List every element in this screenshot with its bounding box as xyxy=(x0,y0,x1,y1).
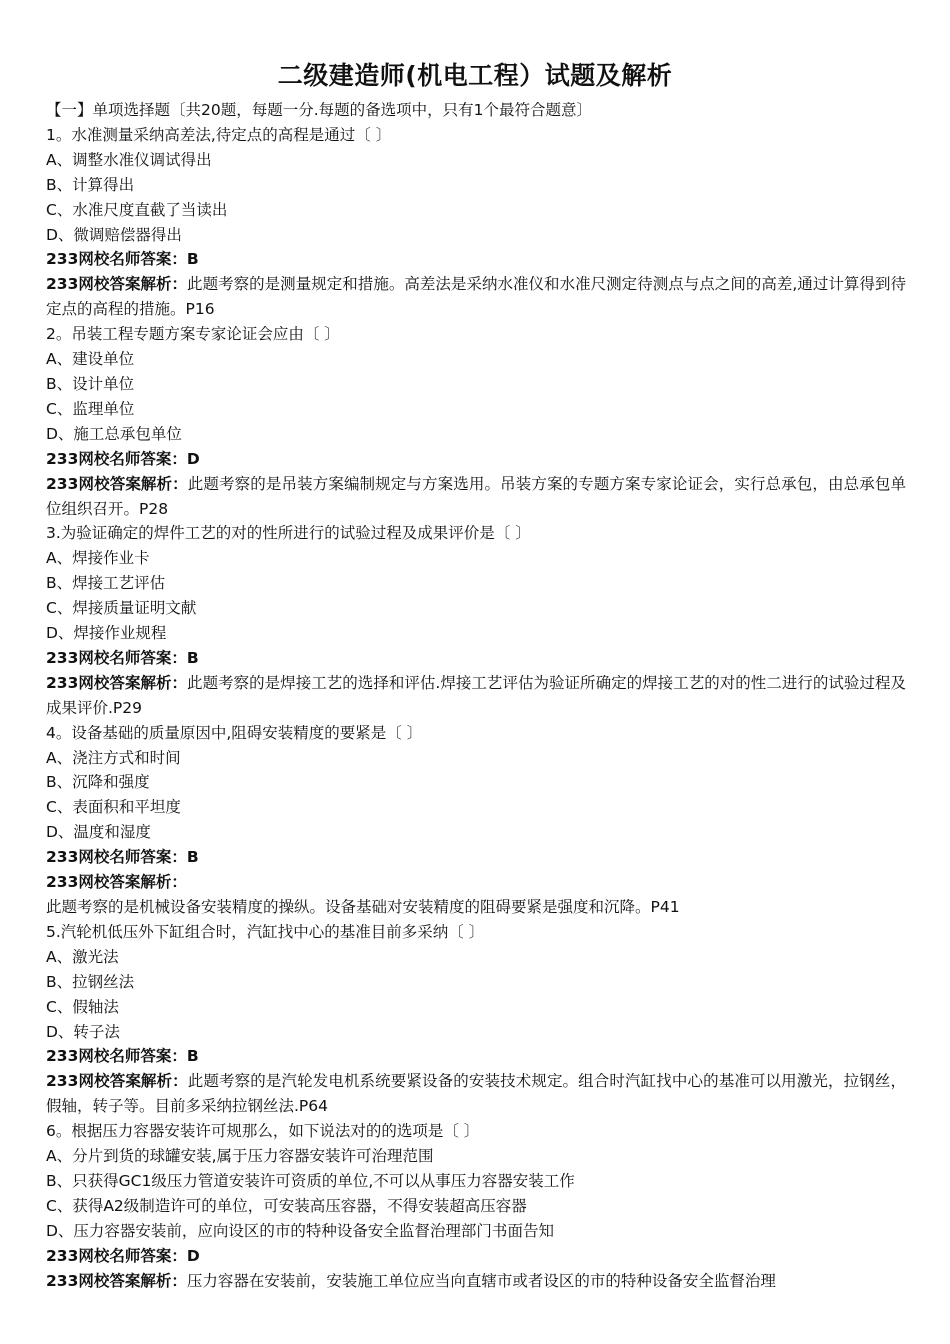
answer-value: D xyxy=(186,1246,200,1265)
analysis-paragraph xyxy=(46,1269,906,1294)
option-a: A、浇注方式和时间 xyxy=(46,748,181,767)
analysis-text: 此题考察的是机械设备安装精度的操纵。设备基础对安装精度的阻碍要紧是强度和沉降。P41 xyxy=(46,898,680,916)
option-b: B、焊接工艺评估 xyxy=(46,574,166,593)
answer-label: 233网校名师答案： xyxy=(46,250,187,269)
question-stem: 3.为验证确定的焊件工艺的对的性所进行的试验过程及成果评价是〔 〕 xyxy=(46,524,531,543)
answer-label: 233网校名师答案： xyxy=(46,848,187,867)
analysis-paragraph xyxy=(46,472,906,522)
option-b: B、只获得GC1级压力管道安装许可资质的单位,不可以从事压力容器安装工作 xyxy=(46,1171,575,1190)
document-body xyxy=(46,98,906,1294)
analysis-text: 压力容器在安装前，安装施工单位应当向直辖市或者设区的市的特种设备安全监督治理 xyxy=(186,1271,776,1290)
question-block xyxy=(46,1119,906,1293)
option-c: C、监理单位 xyxy=(46,399,135,418)
option-d: D、焊接作业规程 xyxy=(46,624,167,643)
option-b: B、设计单位 xyxy=(46,374,135,393)
option-a: A、调整水准仪调试得出 xyxy=(46,150,212,169)
option-a: A、焊接作业卡 xyxy=(46,549,150,568)
analysis-text: 此题考察的是焊接工艺的选择和评估.焊接工艺评估为验证所确定的焊接工艺的对的性二进行的试验过程及成果评价.P29 xyxy=(46,673,907,717)
option-a: A、建设单位 xyxy=(46,350,135,369)
analysis-label: 233网校答案解析： xyxy=(46,873,187,892)
analysis-label-line xyxy=(46,870,906,895)
analysis-text: 此题考察的是吊装方案编制规定与方案选用。吊装方案的专题方案专家论证会，实行总承包，由总承包单位组织召开。P28 xyxy=(46,474,906,518)
option-c: C、假轴法 xyxy=(46,997,119,1016)
analysis-label: 233网校答案解析： xyxy=(46,673,188,692)
option-c: C、焊接质量证明文献 xyxy=(46,599,197,618)
option-d: D、微调赔偿器得出 xyxy=(46,225,182,244)
section-heading: 【一】单项选择题〔共20题，每题一分.每题的备选项中，只有1个最符合题意〕 xyxy=(46,101,593,119)
answer-value: B xyxy=(186,1047,199,1066)
question-stem: 6。根据压力容器安装许可规那么，如下说法对的的选项是〔 〕 xyxy=(46,1122,480,1141)
option-b: B、拉钢丝法 xyxy=(46,972,135,991)
analysis-paragraph xyxy=(46,671,906,721)
answer-label: 233网校名师答案： xyxy=(46,449,187,468)
answer-label: 233网校名师答案： xyxy=(46,648,187,667)
option-d: D、施工总承包单位 xyxy=(46,424,182,443)
answer-label: 233网校名师答案： xyxy=(46,1246,187,1265)
option-a: A、激光法 xyxy=(46,947,119,966)
answer-line xyxy=(46,447,906,472)
analysis-label: 233网校答案解析： xyxy=(46,1072,188,1091)
question-block xyxy=(46,123,906,322)
option-d: D、温度和湿度 xyxy=(46,823,151,842)
analysis-paragraph xyxy=(46,1069,906,1119)
question-stem: 5.汽轮机低压外下缸组合时，汽缸找中心的基准目前多采纳〔 〕 xyxy=(46,922,485,941)
answer-value: B xyxy=(186,250,199,269)
answer-value: D xyxy=(186,449,200,468)
answer-line xyxy=(46,1044,906,1069)
answer-line xyxy=(46,845,906,870)
answer-line xyxy=(46,646,906,671)
answer-label: 233网校名师答案： xyxy=(46,1047,187,1066)
analysis-paragraph xyxy=(46,272,906,322)
answer-value: B xyxy=(186,648,199,667)
analysis-label: 233网校答案解析： xyxy=(46,1271,187,1290)
answer-value: B xyxy=(186,848,199,867)
option-c: C、获得A2级制造许可的单位，可安装高压容器，不得安装超高压容器 xyxy=(46,1196,527,1215)
option-d: D、转子法 xyxy=(46,1022,120,1041)
question-block xyxy=(46,322,906,521)
question-block xyxy=(46,920,906,1119)
answer-line xyxy=(46,247,906,272)
question-stem: 4。设备基础的质量原因中,阻碍安装精度的要紧是〔 〕 xyxy=(46,723,423,742)
question-stem: 2。吊装工程专题方案专家论证会应由〔 〕 xyxy=(46,325,340,344)
option-c: C、表面积和平坦度 xyxy=(46,798,181,817)
question-block xyxy=(46,721,906,920)
answer-line xyxy=(46,1244,906,1269)
option-c: C、水准尺度直截了当读出 xyxy=(46,200,228,219)
analysis-label: 233网校答案解析： xyxy=(46,474,188,493)
analysis-text: 此题考察的是测量规定和措施。高差法是采纳水准仪和水准尺测定待测点与点之间的高差,通过计算得到待定点的高程的措施。P16 xyxy=(46,275,907,319)
option-a: A、分片到货的球罐安装,属于压力容器安装许可治理范围 xyxy=(46,1147,434,1166)
analysis-text: 此题考察的是汽轮发电机系统要紧设备的安装技术规定。组合时汽缸找中心的基准可以用激光，拉钢丝，假轴，转子等。目前多采纳拉钢丝法.P64 xyxy=(46,1072,906,1116)
document-title: 二级建造师(机电工程）试题及解析 xyxy=(277,61,673,90)
question-stem: 1。水准测量采纳高差法,待定点的高程是通过〔 〕 xyxy=(46,125,392,144)
question-block xyxy=(46,521,906,720)
analysis-label: 233网校答案解析： xyxy=(46,275,188,294)
option-d: D、压力容器安装前，应向设区的市的特种设备安全监督治理部门书面告知 xyxy=(46,1221,554,1240)
option-b: B、计算得出 xyxy=(46,175,135,194)
option-b: B、沉降和强度 xyxy=(46,773,150,792)
